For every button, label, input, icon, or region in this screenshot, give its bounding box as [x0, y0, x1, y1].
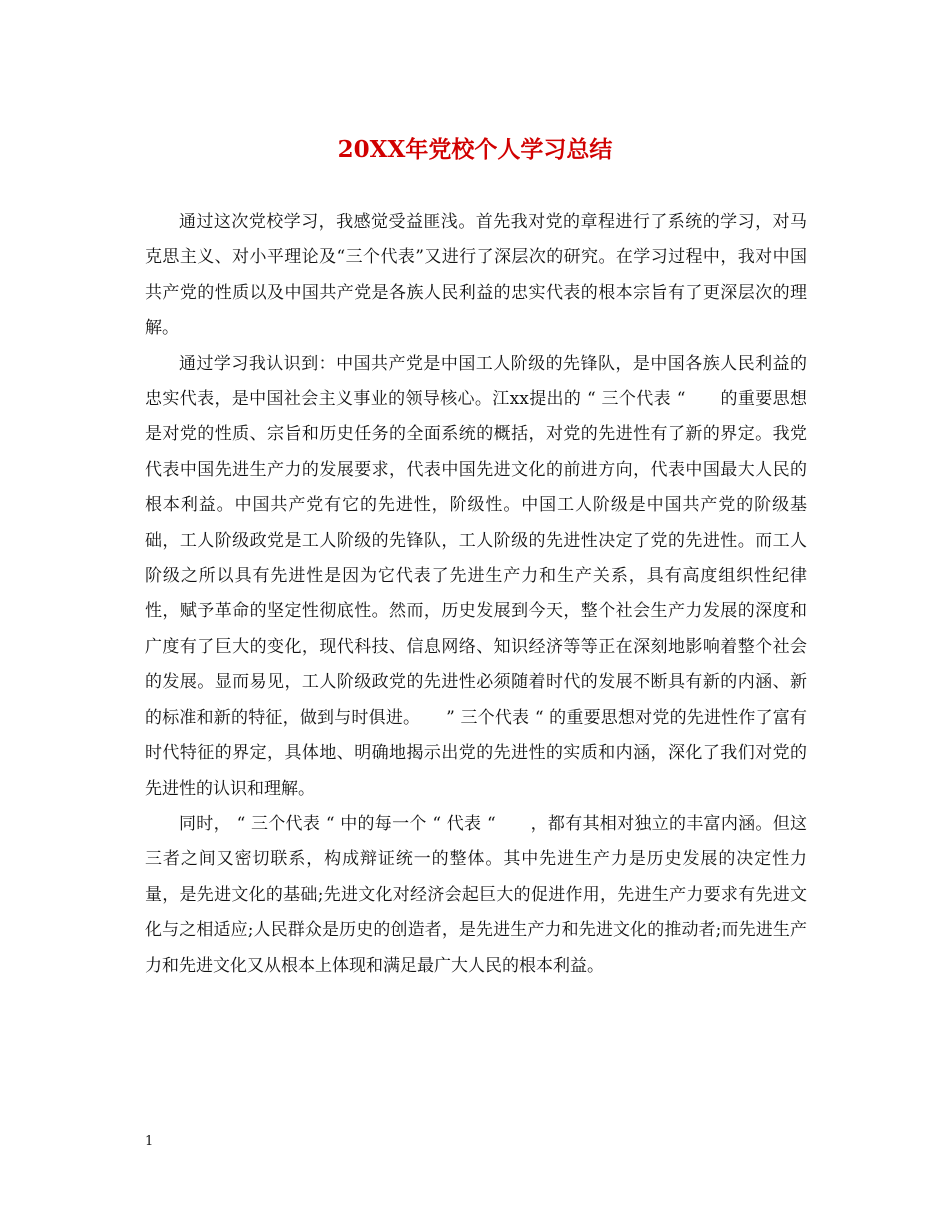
paragraph-2: 通过学习我认识到：中国共产党是中国工人阶级的先锋队，是中国各族人民利益的忠实代表，是中国社会主义事业的领导核心。江xx提出的 “ 三个代表 “ 的重要思想是对党的性质、宗旨和历史任务的全面系统的概括，对党的先进性有了新的界定。我党代表中国先进生产力的发展要求，代表中国先进文化的前进方向，代表中国最大人民的根本利益。中国共产党有它的先进性，阶级性。中国工人阶级是中国共产党的阶级基础，工人阶级政党是工人阶级的先锋队，工人阶级的先进性决定了党的先进性。而工人阶级之所以具有先进性是因为它代表了先进生产力和生产关系，具有高度组织性纪律性，赋予革命的坚定性彻底性。然而，历史发展到今天，整个社会生产力发展的深度和广度有了巨大的变化，现代科技、信息网络、知识经济等等正在深刻地影响着整个社会的发展。显而易见，工人阶级政党的先进性必须随着时代的发展不断具有新的内涵、新的标准和新的特征，做到与时俱进。 ” 三个代表 “ 的重要思想对党的先进性作了富有时代特征的界定，具体地、明确地揭示出党的先进性的实质和内涵，深化了我们对党的先进性的认识和理解。	[145, 353, 807, 799]
document-title: 20XX年党校个人学习总结	[337, 136, 613, 163]
paragraph-3: 同时， “ 三个代表 “ 中的每一个 “ 代表 “ ，都有其相对独立的丰富内涵。但这三者之间又密切联系，构成辩证统一的整体。其中先进生产力是历史发展的决定性力量，是先进文化的基础;先进文化对经济会起巨大的促进作用，先进生产力要求有先进文化与之相适应;人民群众是历史的创造者，是先进生产力和先进文化的推动者;而先进生产力和先进文化又从根本上体现和满足最广大人民的根本利益。	[145, 813, 807, 976]
document-body	[145, 205, 807, 984]
paragraph-1: 通过这次党校学习，我感觉受益匪浅。首先我对党的章程进行了系统的学习，对马克思主义、对小平理论及“三个代表”又进行了深层次的研究。在学习过程中，我对中国共产党的性质以及中国共产党是各族人民利益的忠实代表的根本宗旨有了更深层次的理解。	[145, 212, 807, 339]
page-number: 1	[145, 1134, 154, 1149]
